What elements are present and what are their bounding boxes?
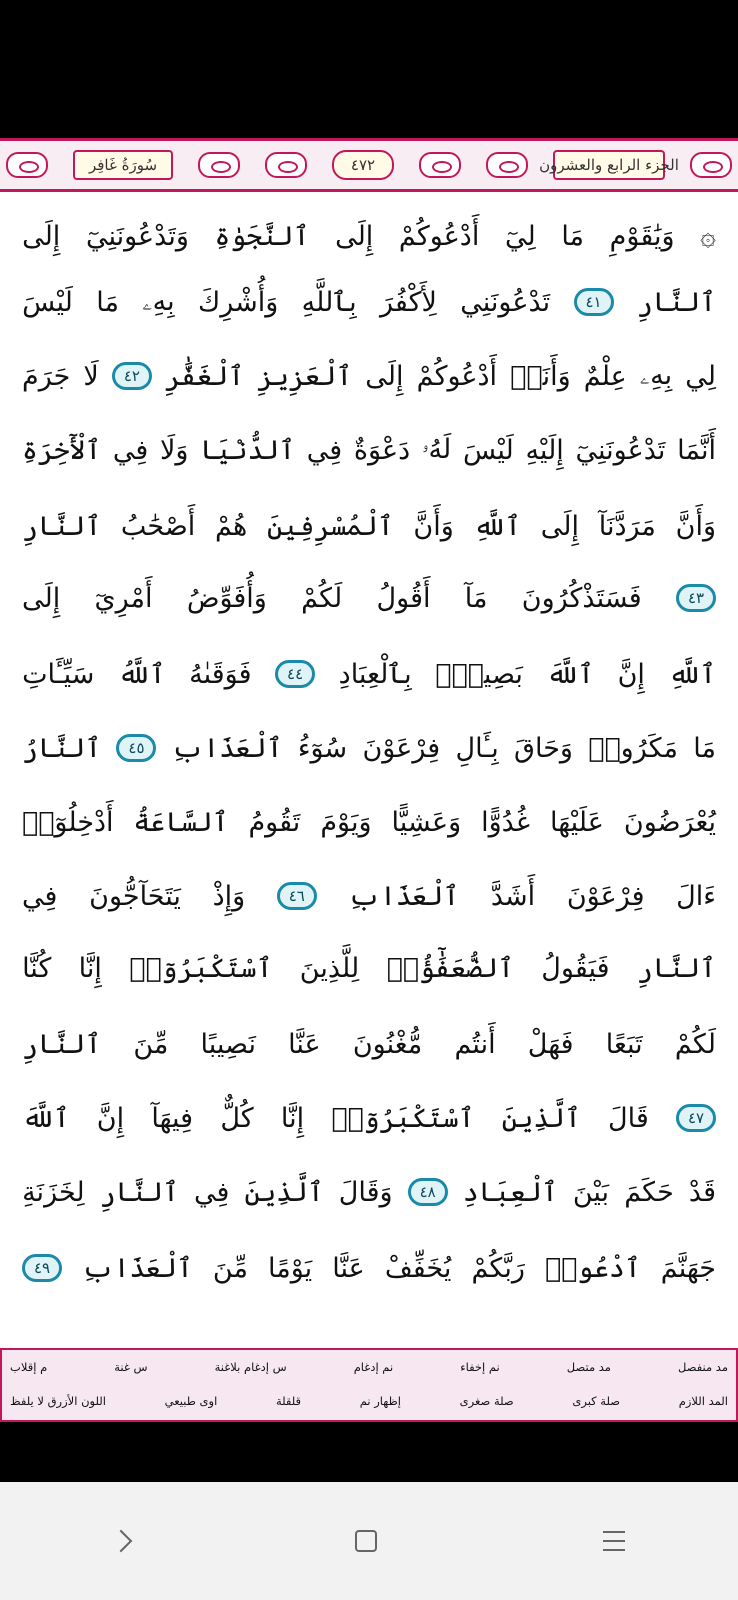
word: ٱلْغَفَّٰرِ [165,360,245,392]
word: ٱسْتَكْبَرُوٓا۟ [331,1102,475,1134]
word: إِلَى [335,220,374,252]
word: كُلٌّ [220,1102,254,1134]
text-line [22,1008,716,1080]
word: أَدْعُوكُمْ [398,220,480,252]
word: سُوٓءُ [297,732,348,764]
word: مِّنَ [133,1028,169,1060]
word: لَا [83,360,99,392]
word: أَمْرِيٓ [94,582,153,614]
word: ٱلنَّارِ [22,1028,102,1060]
system-navigation-bar [0,1482,738,1600]
word: تَبَعًا [605,1028,643,1060]
menu-icon [603,1531,625,1551]
legend-row [2,1384,736,1418]
word: جَرَمَ [22,360,71,392]
square-icon [355,1530,377,1552]
word: ٱللَّهَ [546,658,594,690]
word: وَعَشِيًّا [391,806,462,838]
ayah-number-marker: ٤٩ [22,1254,62,1282]
word: وَأَنَّ [413,510,454,542]
legend-item: صلة صغرى [459,1394,514,1408]
word: بِٱلْعِبَادِ [338,658,412,690]
legend-item: مد متصل [566,1360,611,1374]
text-line [22,490,716,562]
ornament-icon [6,152,48,178]
word: أَقُولُ [376,582,431,614]
word: فِي [306,434,343,466]
word: رَبَّكُمْ [471,1252,525,1284]
word: ٱللَّهِ [473,510,521,542]
word: نَصِيبًا [200,1028,256,1060]
word: إِلَيْهِ [525,434,564,466]
word: بِهِۦ [142,286,175,317]
word: هُمْ [215,510,248,542]
word: عِلْمٌ [583,360,627,392]
word: مُّغْنُونَ [352,1028,423,1060]
ornament-icon [690,152,732,178]
word: أَدْخِلُوٓا۟ [22,806,114,838]
word: بِهِۦ [639,360,673,391]
word: وَأُشْرِكَ [197,286,279,318]
legend-item: س غنة [114,1360,148,1374]
word: إِلَى [365,360,404,392]
word: ٱللَّهُ [118,658,166,690]
word: لِيٓ [504,220,536,252]
word: ٱلَّذِينَ [501,1102,581,1134]
text-line [22,860,716,932]
word: فَهَلْ [527,1028,574,1060]
legend-item: قلقلة [275,1394,302,1408]
word: إِنَّ [96,1102,125,1134]
word: ٱللَّهَ [22,1102,70,1134]
ornament-icon [265,152,307,178]
ayah-number-marker: ٤٦ [277,882,317,910]
word: أَدْعُوكُمْ [416,360,498,392]
ayah-number-marker: ٤٥ [116,734,156,762]
word: ٱلنَّارِ [99,1176,179,1208]
word: مَرَدَّنَآ [598,510,656,542]
word: وَيَٰقَوْمِ [609,220,675,252]
home-button[interactable] [355,1530,377,1552]
word: تَدْعُونَنِيٓ [575,434,666,466]
word: وَيَوْمَ [320,806,372,838]
word: ٱلْعَذَابِ [82,1252,193,1284]
word: ٱلضُّعَفَٰٓؤُا۟ [386,952,514,984]
page-header [0,138,738,192]
word: ٱلْعَذَابِ [171,732,283,764]
word: عَلَيْهَا [549,806,604,838]
text-line [22,712,716,784]
word: لِلَّذِينَ [299,952,360,984]
ayah-number-marker: ٤٨ [408,1178,448,1206]
word: إِنَّا [78,952,102,984]
word: وَأَنَّ [675,510,716,542]
legend-item: نم إدغام [353,1360,394,1374]
word: تَدْعُونَنِي [460,286,551,318]
word: بَصِيرُۢ [435,658,523,690]
word: عَنَّا [288,1028,321,1060]
word: ٱلدُّنْيَا [200,434,296,466]
ayah-number-marker: ٤٣ [676,584,716,612]
word: لِخَزَنَةِ [22,1176,85,1208]
word: ٱلسَّاعَةُ [133,806,229,838]
legend-item: صلة كبرى [572,1394,621,1408]
word: فِرْعَوْنَ [566,880,645,912]
ayah-number-marker: ٤٢ [112,362,152,390]
word: أَنَّمَا [677,434,716,466]
word: ٱلنَّجَوٰةِ [214,220,310,252]
word: وَأُفَوِّضُ [186,582,267,614]
word: أَصْحَٰبُ [120,510,196,542]
text-line [22,932,716,1004]
word: لَكُمْ [674,1028,716,1060]
text-line [22,340,716,412]
word: ٱلْمُسْرِفِينَ [267,510,394,542]
text-line [22,562,716,634]
word: لَيْسَ [22,286,73,318]
word: مَآ [464,582,488,614]
word: كُنَّا [22,952,52,984]
word: فَوَقَىٰهُ [189,658,252,690]
word: فِي [22,880,58,912]
word: يَتَحَآجُّونَ [89,880,181,912]
word: ٱلنَّارِ [636,286,716,318]
text-line [22,638,716,710]
legend-row [2,1350,736,1384]
text-line [22,200,716,272]
legend-item: س إدغام بلاغنة [214,1360,287,1374]
juz-title: الجزء الرابع والعشرون [553,150,665,180]
word: فِي [193,1176,230,1208]
page-number: ٤٧٢ [332,150,394,180]
word: ٱلْعِبَادِ [462,1176,558,1208]
rub-el-hizb-icon: ۞ [700,220,716,252]
word: إِلَى [22,220,61,252]
ayah-number-marker: ٤٧ [676,1104,716,1132]
word: مَكَرُوا۟ [588,732,678,764]
tajweed-legend [0,1348,738,1422]
word: وَإِذْ [212,880,246,912]
legend-item: المد اللازم [678,1394,728,1408]
word: لِي [685,360,716,392]
word: لِأَكْفُرَ [380,286,437,318]
ornament-icon [198,152,240,178]
word: مَا [693,732,716,764]
ornament-icon [419,152,461,178]
word: تَقُومُ [248,806,301,838]
legend-item: اللون الأزرق لا يلفظ [10,1394,106,1408]
word: قَالَ [608,1102,649,1134]
text-line [22,414,716,486]
word: أَشَدَّ [490,880,536,912]
status-bar [0,0,738,138]
legend-item: م إقلاب [10,1360,48,1374]
word: جَهَنَّمَ [660,1252,716,1284]
word: دَعْوَةٌ [353,434,411,466]
word: أَنتُم [454,1028,496,1060]
chevron-right-icon [110,1530,133,1553]
text-line [22,1156,716,1228]
word: بِٱللَّهِ [301,286,357,318]
word: مِّنَ [212,1252,248,1284]
word: وَحَاقَ [514,732,573,764]
word: بَيْنَ [572,1176,610,1208]
text-line [22,1082,716,1154]
word: إِنَّ [617,658,645,690]
word: مَا [561,220,585,252]
word: وَتَدْعُونَنِيٓ [85,220,189,252]
back-button[interactable] [113,1533,129,1549]
word: وَقَالَ [338,1176,393,1208]
word: لَيْسَ [462,434,514,466]
word: ٱدْعُوا۟ [544,1252,641,1284]
word: إِلَى [22,582,61,614]
legend-item: إظهار نم [359,1394,401,1408]
word: ٱلَّذِينَ [244,1176,324,1208]
word: ٱلْعَذَابِ [348,880,460,912]
word: سَيِّـَٔاتِ [22,658,95,690]
word: ٱسْتَكْبَرُوٓا۟ [129,952,273,984]
word: عَنَّا [332,1252,365,1284]
word: فِي [112,434,149,466]
text-line [22,786,716,858]
text-line [22,266,716,338]
ayah-number-marker: ٤٤ [275,660,315,688]
word: وَلَا [159,434,189,466]
menu-button[interactable] [603,1531,625,1551]
legend-item: مد منفصل [678,1360,728,1374]
word: حَكَمَ [624,1176,674,1208]
word: غُدُوًّا [481,806,530,838]
word: ٱلْأٓخِرَةِ [22,434,102,466]
word: يُخَفِّفْ [384,1252,452,1284]
legend-item: نم إخفاء [460,1360,500,1374]
word: ٱلنَّارُ [22,732,102,764]
surah-title: سُورَةُ غَافِر [73,150,173,180]
word: قَدْ [688,1176,716,1208]
word: ٱلنَّارِ [636,952,716,984]
word: إِلَى [540,510,579,542]
word: يُعْرَضُونَ [623,806,716,838]
ayah-number-marker: ٤١ [574,288,614,316]
word: ءَالَ [676,880,716,912]
word: ٱلنَّارِ [22,510,102,542]
ornament-icon [486,152,528,178]
word: فَسَتَذْكُرُونَ [521,582,642,614]
word: فَيَقُولُ [541,952,610,984]
word: ٱللَّهِ [668,658,716,690]
word: ٱلْعَزِيزِ [257,360,353,392]
word: إِنَّا [280,1102,305,1134]
text-line [22,1232,716,1304]
word: مَا [96,286,119,318]
word: لَهُۥ [421,434,452,465]
word: فِرْعَوْنَ [362,732,441,764]
bottom-black-bar [0,1422,738,1482]
quran-page-text [0,200,738,1335]
legend-item: اوى طبيعي [164,1394,218,1408]
word: لَكُمْ [301,582,343,614]
word: بِـَٔالِ [455,732,499,764]
word: فِيهَآ [151,1102,194,1134]
word: يَوْمًا [268,1252,313,1284]
word: وَأَنَا۠ [510,360,571,392]
